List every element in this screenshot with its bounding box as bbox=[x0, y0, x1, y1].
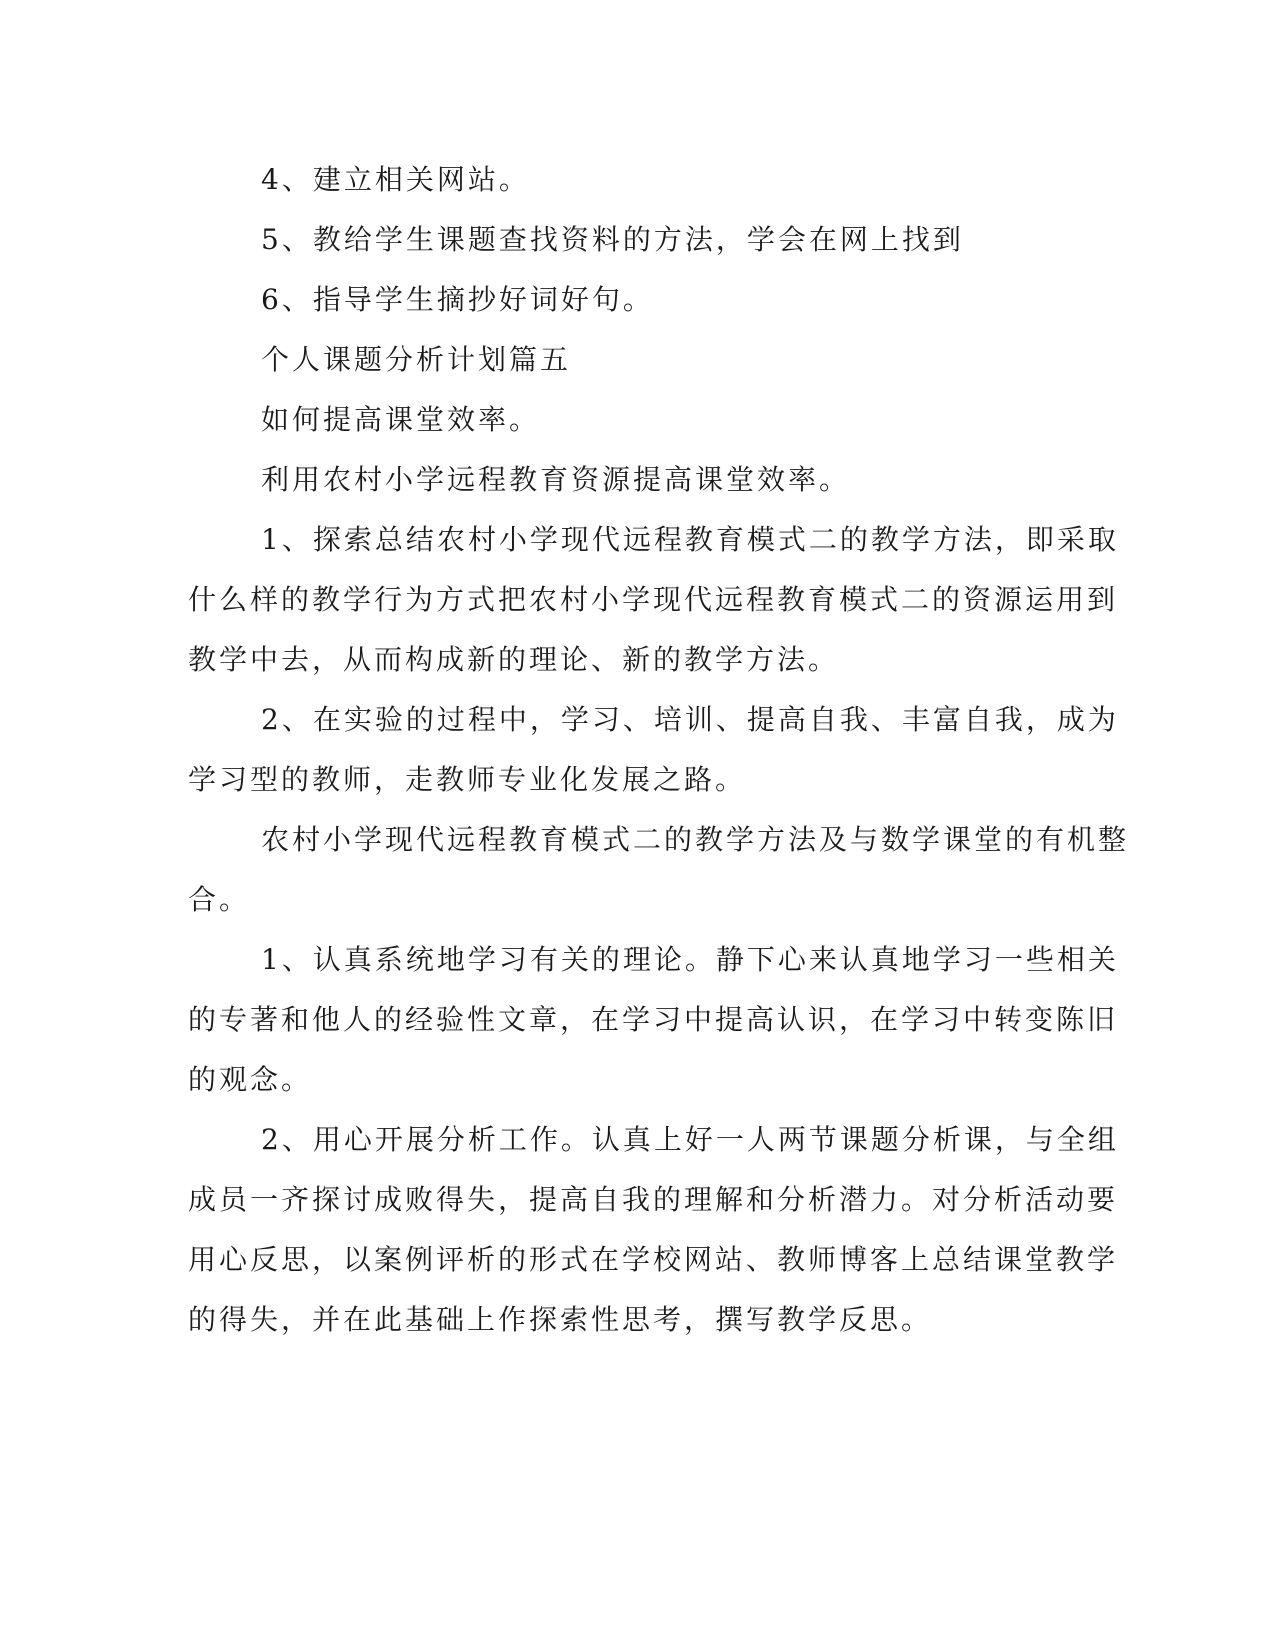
paragraph-line: 农村小学现代远程教育模式二的教学方法及与数学课堂的有机整 bbox=[261, 823, 1130, 856]
document-body bbox=[188, 150, 1130, 1350]
paragraph-line: 什么样的教学行为方式把农村小学现代远程教育模式二的资源运用到 bbox=[188, 583, 1119, 616]
paragraph-line: 的专著和他人的经验性文章，在学习中提高认识，在学习中转变陈旧 bbox=[188, 1003, 1119, 1036]
paragraph-line: 成员一齐探讨成败得失，提高自我的理解和分析潜力。对分析活动要 bbox=[188, 1183, 1119, 1216]
paragraph-line: 5、教给学生课题查找资料的方法，学会在网上找到 bbox=[261, 223, 964, 256]
paragraph-line: 用心反思，以案例评析的形式在学校网站、教师博客上总结课堂教学 bbox=[188, 1243, 1119, 1276]
paragraph-line: 2、在实验的过程中，学习、培训、提高自我、丰富自我，成为 bbox=[261, 703, 1119, 736]
paragraph-line: 的观念。 bbox=[188, 1063, 313, 1096]
paragraph-line: 学习型的教师，走教师专业化发展之路。 bbox=[188, 763, 747, 796]
paragraph-line: 1、认真系统地学习有关的理论。静下心来认真地学习一些相关 bbox=[261, 943, 1119, 976]
paragraph-line: 如何提高课堂效率。 bbox=[261, 403, 541, 436]
paragraph-line: 4、建立相关网站。 bbox=[261, 163, 530, 196]
paragraph-line: 2、用心开展分析工作。认真上好一人两节课题分析课，与全组 bbox=[261, 1123, 1119, 1156]
section-heading: 个人课题分析计划篇五 bbox=[261, 343, 572, 376]
paragraph-line: 的得失，并在此基础上作探索性思考，撰写教学反思。 bbox=[188, 1303, 933, 1336]
paragraph-line: 1、探索总结农村小学现代远程教育模式二的教学方法，即采取 bbox=[261, 523, 1119, 556]
paragraph-line: 合。 bbox=[188, 883, 251, 916]
paragraph-line: 6、指导学生摘抄好词好句。 bbox=[261, 283, 654, 316]
paragraph-line: 教学中去，从而构成新的理论、新的教学方法。 bbox=[188, 643, 840, 676]
paragraph-line: 利用农村小学远程教育资源提高课堂效率。 bbox=[261, 463, 851, 496]
